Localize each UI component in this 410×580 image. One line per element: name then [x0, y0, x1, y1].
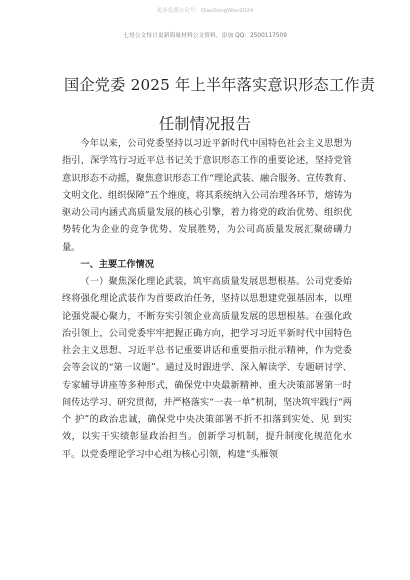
section-heading: 一、主要工作情况: [80, 258, 154, 270]
header-note: 七哥公文每日更新海量材料公文资料，添加 QQ：2500117509: [123, 33, 287, 39]
intro-paragraph: 今年以来，公司党委坚持以习近平新时代中国特色社会主义思想为指引，深学笃行习近平总书记关于意识形态工作的重要论述，坚持党管意识形态不动摇，聚焦意识形态工作“理论武装、融合服务、宣传教育、文明文化、组织保障”五个维度，将其系统纳入公司治理各环节，熔铸为驱动公司内涵式高质量发展的核心引擎，着力将党的政治优势、组织优势转化为企业的竞争优势、发展胜势，为公司高质量发展汇聚磅礴力量。: [62, 138, 352, 253]
document-subtitle: 任制情况报告: [158, 115, 252, 133]
document-title: 国企党委 2025 年上半年落实意识形态工作责: [64, 76, 376, 94]
document-body: [62, 135, 352, 463]
section-paragraph: （一）聚焦深化理论武装，筑牢高质量发展思想根基。公司党委始终将强化理论武装作为首要政治任务，坚持以思想建党强基固本，以理论强党凝心聚力，不断夯实引领企业高质量发展的思想根基。在强化政治引领上，公司党委牢牢把握正确方向，把学习习近平新时代中国特色社会主义思想、习近平总书记重要讲话和重要指示批示精神，作为党委会等会议的“第一议题”。通过及时跟进学、深入解读学、专题研讨学、专家辅导讲座等多种形式，确保党中央最新精神、重大决策部署第一时间传达学习、研究贯彻，并严格落实“一表一单”机制，坚决筑牢践行“两个 护”的政治忠诚，确保党中央决策部署不折不扣落到实处、见 到实效，以实干实绩彰显政治担当。创新学习机制，提升制度化规范化水平。以党委理论学习中心组为核心引领，构建“头雁领: [62, 276, 352, 460]
watermark-text: 更多免费公众号：QiaoSongWen2024: [156, 8, 254, 14]
